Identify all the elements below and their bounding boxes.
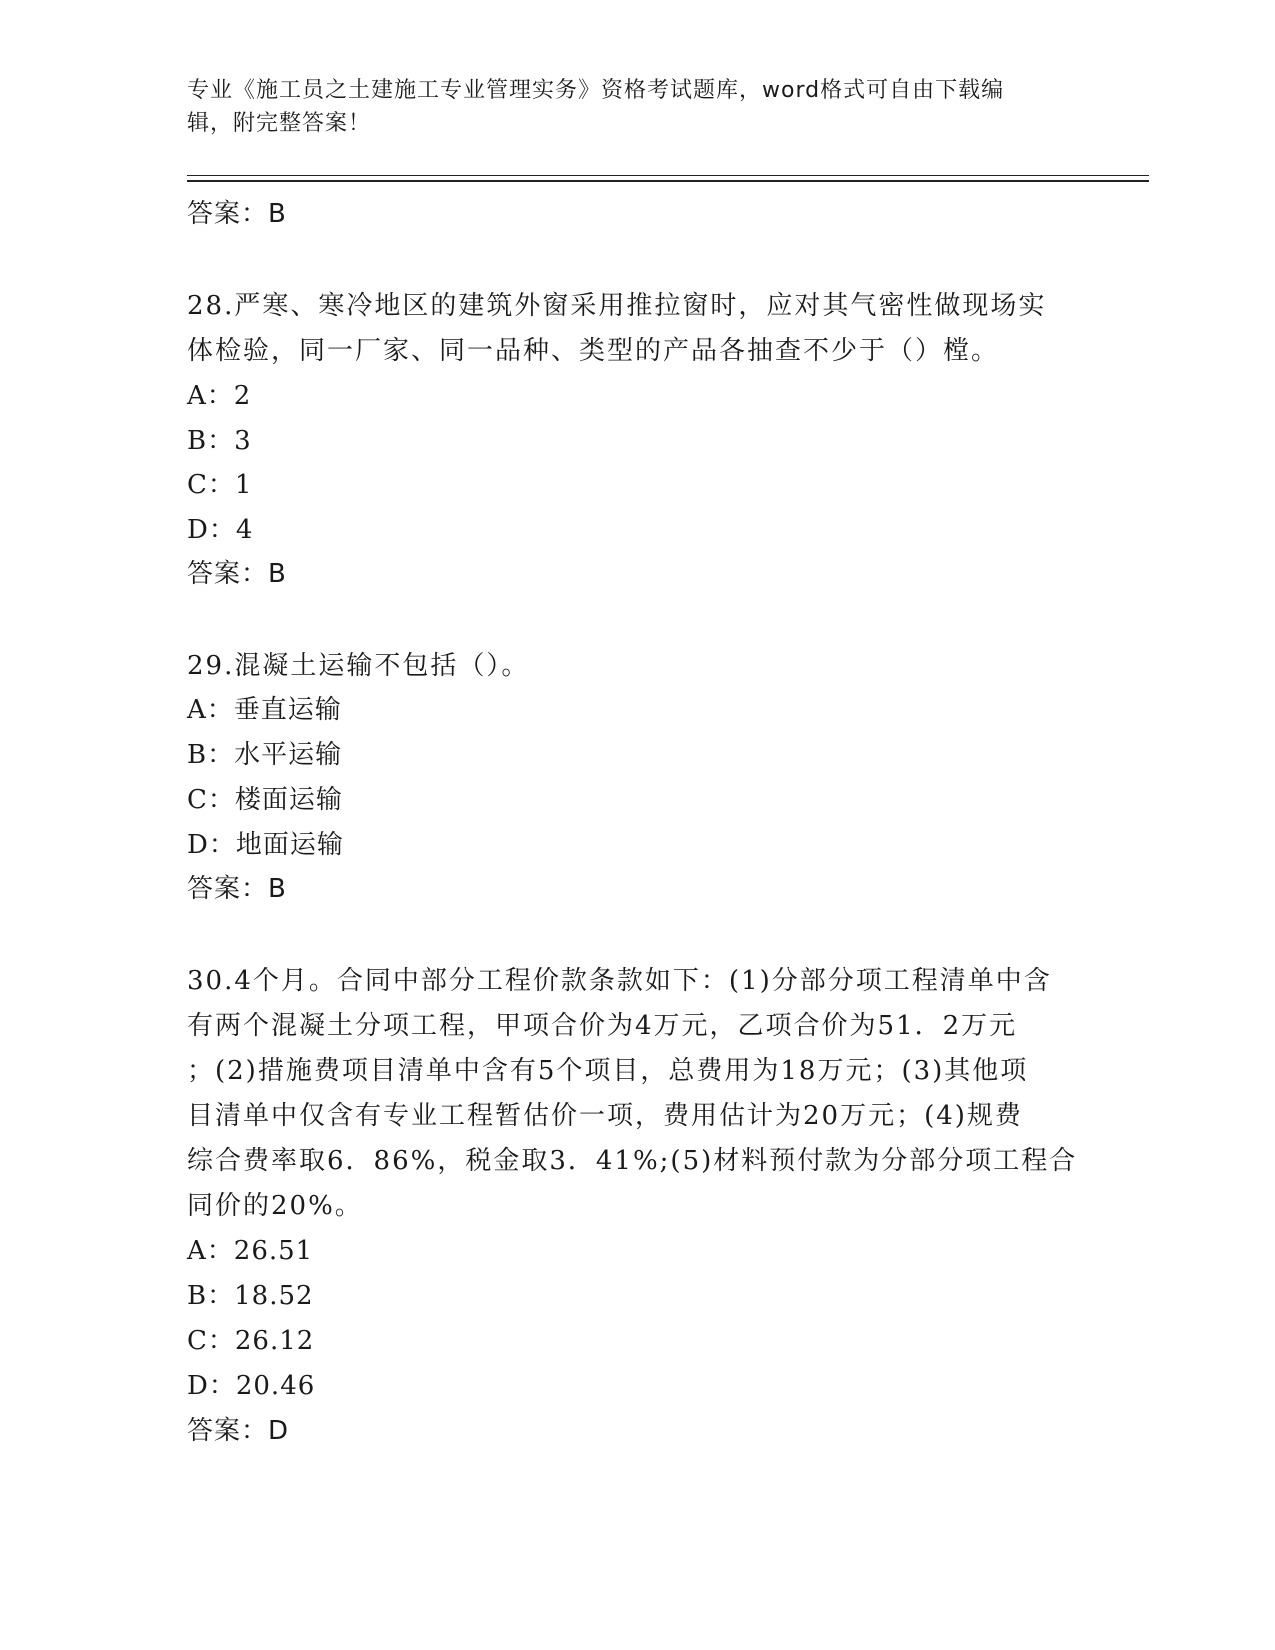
question-29-option-c: C：楼面运输 [187, 785, 343, 815]
question-30-stem-line-6: 同价的20%。 [187, 1191, 363, 1221]
question-30-stem-line-2: 有两个混凝土分项工程，甲项合价为4万元，乙项合价为51．2万元 [187, 1011, 1018, 1041]
question-30-stem-line-1: 30.4个月。合同中部分工程价款条款如下：(1)分部分项工程清单中含 [187, 966, 1052, 996]
question-28-option-c: C：1 [187, 470, 253, 500]
header-rule-thin [187, 175, 1149, 176]
question-28-option-a: A：2 [187, 381, 252, 411]
question-30-option-b: B：18.52 [187, 1281, 314, 1311]
header-line-2: 辑，附完整答案！ [187, 111, 372, 136]
page-header [187, 74, 1067, 140]
answer-prev: 答案：B [187, 199, 287, 229]
header-line-1: 专业《施工员之土建施工专业管理实务》资格考试题库，word格式可自由下载编 [187, 78, 1005, 103]
question-30-option-a: A：26.51 [187, 1236, 314, 1266]
question-28-stem-line-2: 体检验，同一厂家、同一品种、类型的产品各抽查不少于（）樘。 [187, 336, 1000, 366]
question-30-stem-line-4: 目清单中仅含有专业工程暂估价一项，费用估计为20万元；(4)规费 [187, 1101, 1023, 1131]
question-29-option-a: A：垂直运输 [187, 695, 342, 725]
question-28-option-d: D：4 [187, 515, 254, 545]
question-28-stem-line-1: 28.严寒、寒冷地区的建筑外窗采用推拉窗时，应对其气密性做现场实 [187, 291, 1047, 321]
question-30-option-d: D：20.46 [187, 1371, 316, 1401]
question-30-answer: 答案：D [187, 1416, 290, 1446]
question-30-stem-line-3: ；(2)措施费项目清单中含有5个项目，总费用为18万元；(3)其他项 [187, 1056, 1029, 1086]
question-29-stem-line-1: 29.混凝土运输不包括（）。 [187, 651, 530, 681]
question-30-option-c: C：26.12 [187, 1326, 315, 1356]
question-29-option-d: D：地面运输 [187, 830, 344, 860]
question-29-answer: 答案：B [187, 874, 287, 904]
question-28-answer: 答案：B [187, 559, 287, 589]
question-30-stem-line-5: 综合费率取6．86%，税金取3．41%;(5)材料预付款为分部分项工程合 [187, 1146, 1078, 1176]
question-28-option-b: B：3 [187, 426, 252, 456]
question-29-option-b: B：水平运输 [187, 740, 343, 770]
header-rule-thick [187, 180, 1149, 182]
